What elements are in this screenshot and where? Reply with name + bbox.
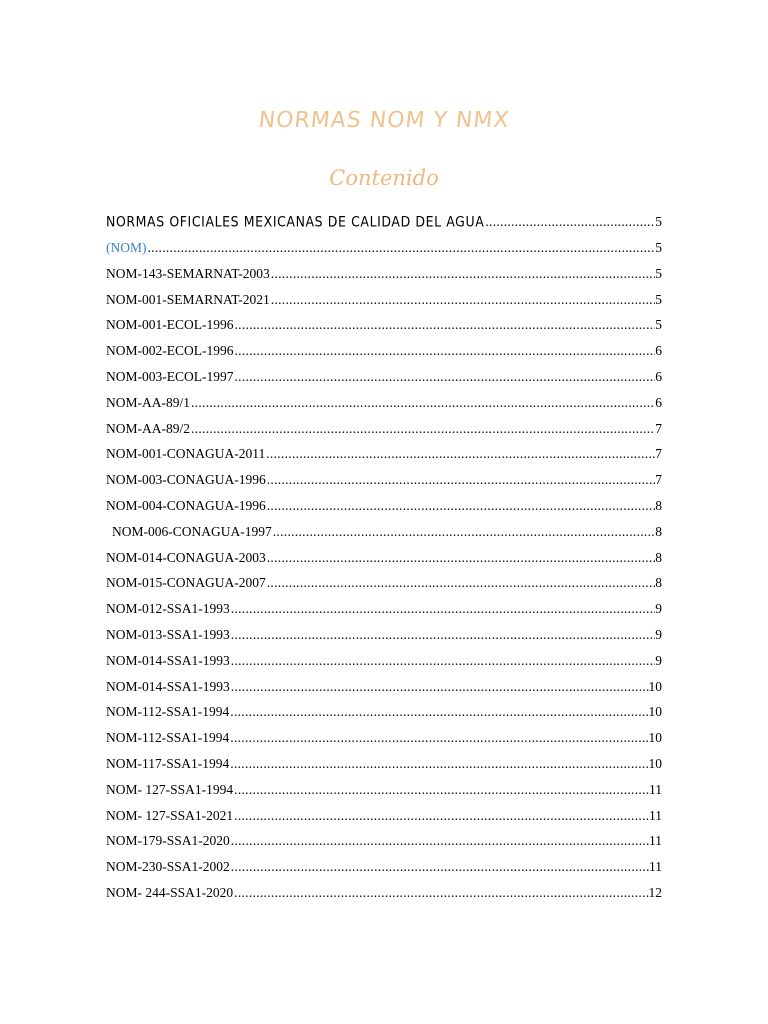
toc-entry[interactable] <box>106 441 662 467</box>
toc-entry-page-number: 9 <box>655 626 662 642</box>
toc-dot-leader <box>233 803 649 829</box>
toc-entry-page-number: 5 <box>655 317 662 333</box>
toc-dot-leader <box>230 648 655 674</box>
toc-entry-page-number: 5 <box>655 291 662 307</box>
toc-entry-label[interactable]: NOM-AA-89/1 <box>106 394 190 410</box>
toc-entry-label[interactable]: NOM-003-CONAGUA-1996 <box>106 472 266 488</box>
toc-entry-page-number: 10 <box>648 704 662 720</box>
toc-entry-label[interactable]: NOM-012-SSA1-1993 <box>106 601 230 617</box>
toc-entry-page-number: 11 <box>649 859 662 875</box>
toc-entry[interactable] <box>106 261 662 287</box>
toc-entry[interactable] <box>106 545 662 571</box>
toc-entry-label[interactable]: NOM-014-SSA1-1993 <box>106 678 230 694</box>
toc-entry[interactable] <box>106 364 662 390</box>
toc-entry-page-number: 7 <box>655 472 662 488</box>
toc-entry[interactable] <box>106 596 662 622</box>
toc-entry-page-number: 11 <box>649 807 662 823</box>
toc-entry-label[interactable]: NOM-006-CONAGUA-1997 <box>112 523 272 539</box>
toc-entry-label[interactable]: NOM-001-ECOL-1996 <box>106 317 234 333</box>
toc-dot-leader <box>230 854 649 880</box>
toc-entry-label[interactable]: NOM-230-SSA1-2002 <box>106 859 230 875</box>
document-title: NORMAS NOM Y NMX <box>257 108 511 133</box>
toc-entry-page-number: 10 <box>648 755 662 771</box>
toc-entry-label[interactable]: NOM-001-SEMARNAT-2021 <box>106 291 270 307</box>
toc-entry-page-number: 8 <box>655 497 662 513</box>
toc-entry-page-number: 7 <box>655 446 662 462</box>
toc-entry-label[interactable]: NOM-112-SSA1-1994 <box>106 704 230 720</box>
toc-dot-leader <box>229 725 648 751</box>
toc-entry[interactable] <box>106 828 662 854</box>
toc-entry-page-number: 9 <box>655 601 662 617</box>
toc-entry-page-number: 6 <box>655 368 662 384</box>
toc-dot-leader <box>230 622 655 648</box>
toc-entry[interactable] <box>106 312 662 338</box>
toc-entry-page-number: 9 <box>655 652 662 668</box>
toc-entry-page-number: 8 <box>655 523 662 539</box>
toc-dot-leader <box>272 519 656 545</box>
toc-dot-leader <box>266 467 656 493</box>
table-of-contents <box>106 208 662 906</box>
toc-entry[interactable] <box>106 725 662 751</box>
toc-entry-label[interactable]: NOM-001-CONAGUA-2011 <box>106 446 266 462</box>
toc-entry-label[interactable]: NOM- 244-SSA1-2020 <box>106 884 234 900</box>
toc-entry-page-number: 6 <box>655 394 662 410</box>
toc-entry-label[interactable]: NOM-014-SSA1-1993 <box>106 652 230 668</box>
toc-dot-leader <box>266 570 656 596</box>
toc-heading: Contenido <box>329 166 439 190</box>
toc-entry-page-number: 10 <box>648 730 662 746</box>
toc-entry[interactable] <box>106 287 662 313</box>
toc-entry[interactable] <box>106 390 662 416</box>
toc-entry[interactable] <box>106 648 662 674</box>
toc-dot-leader <box>190 390 655 416</box>
toc-entry-label[interactable]: NOM-004-CONAGUA-1996 <box>106 497 266 513</box>
toc-entry-label[interactable]: NOM-117-SSA1-1994 <box>106 755 230 771</box>
toc-entry-page-number: 5 <box>655 265 662 281</box>
toc-dot-leader <box>229 751 648 777</box>
toc-entry-page-number: 10 <box>648 678 662 694</box>
toc-entry[interactable] <box>106 416 662 442</box>
toc-entry-page-number: 8 <box>655 549 662 565</box>
toc-entry[interactable] <box>106 467 662 493</box>
toc-entry[interactable] <box>106 338 662 364</box>
toc-entry-label[interactable]: NOM-002-ECOL-1996 <box>106 343 234 359</box>
toc-dot-leader <box>233 777 649 803</box>
toc-entry-page-number: 5 <box>655 214 662 229</box>
toc-entry-label[interactable]: NOM- 127-SSA1-1994 <box>106 781 234 797</box>
toc-entry[interactable] <box>106 622 662 648</box>
toc-entry-label[interactable]: NOM-015-CONAGUA-2007 <box>106 575 266 591</box>
toc-dot-leader <box>266 545 656 571</box>
toc-entry[interactable] <box>106 751 662 777</box>
toc-entry-page-number: 11 <box>649 833 662 849</box>
toc-entry[interactable] <box>106 235 662 261</box>
toc-entry[interactable] <box>106 674 662 700</box>
toc-entry-page-number: 11 <box>649 781 662 797</box>
toc-dot-leader <box>270 287 655 313</box>
toc-dot-leader <box>234 338 656 364</box>
toc-entry[interactable] <box>106 803 662 829</box>
toc-entry[interactable] <box>106 570 662 596</box>
toc-entry[interactable] <box>106 880 662 906</box>
toc-dot-leader <box>190 416 655 442</box>
toc-dot-leader <box>270 261 655 287</box>
toc-entry-page-number: 7 <box>655 420 662 436</box>
toc-entry-label[interactable]: NOM-112-SSA1-1994 <box>106 730 230 746</box>
toc-entry-label[interactable]: NORMAS OFICIALES MEXICANAS DE CALIDAD DEL AGUA <box>106 213 485 230</box>
toc-dot-leader <box>229 699 648 725</box>
toc-entry-page-number: 5 <box>655 240 662 255</box>
toc-entry-page-number: 6 <box>655 343 662 359</box>
toc-entry[interactable] <box>106 493 662 519</box>
toc-entry-label[interactable]: NOM-013-SSA1-1993 <box>106 626 230 642</box>
toc-dot-leader <box>265 441 655 467</box>
toc-entry[interactable] <box>106 699 662 725</box>
toc-entry-label[interactable]: (NOM) <box>106 240 147 255</box>
toc-dot-leader <box>234 364 656 390</box>
toc-entry-label[interactable]: NOM-179-SSA1-2020 <box>106 833 230 849</box>
toc-entry[interactable] <box>106 519 662 545</box>
toc-entry[interactable] <box>106 777 662 803</box>
toc-dot-leader <box>230 828 649 854</box>
toc-dot-leader <box>230 596 655 622</box>
toc-dot-leader <box>484 208 655 235</box>
toc-entry-label[interactable]: NOM-AA-89/2 <box>106 420 190 436</box>
toc-dot-leader <box>234 312 656 338</box>
toc-entry-label[interactable]: NOM-003-ECOL-1997 <box>106 368 234 384</box>
toc-dot-leader <box>230 674 649 700</box>
toc-entry-label[interactable]: NOM-143-SEMARNAT-2003 <box>106 265 270 281</box>
toc-entry-label[interactable]: NOM- 127-SSA1-2021 <box>106 807 234 823</box>
toc-entry-page-number: 8 <box>655 575 662 591</box>
toc-dot-leader <box>147 235 656 261</box>
toc-entry-label[interactable]: NOM-014-CONAGUA-2003 <box>106 549 266 565</box>
toc-entry[interactable] <box>106 854 662 880</box>
toc-entry[interactable] <box>106 208 662 235</box>
toc-dot-leader <box>266 493 656 519</box>
toc-dot-leader <box>233 880 648 906</box>
toc-entry-page-number: 12 <box>648 884 662 900</box>
